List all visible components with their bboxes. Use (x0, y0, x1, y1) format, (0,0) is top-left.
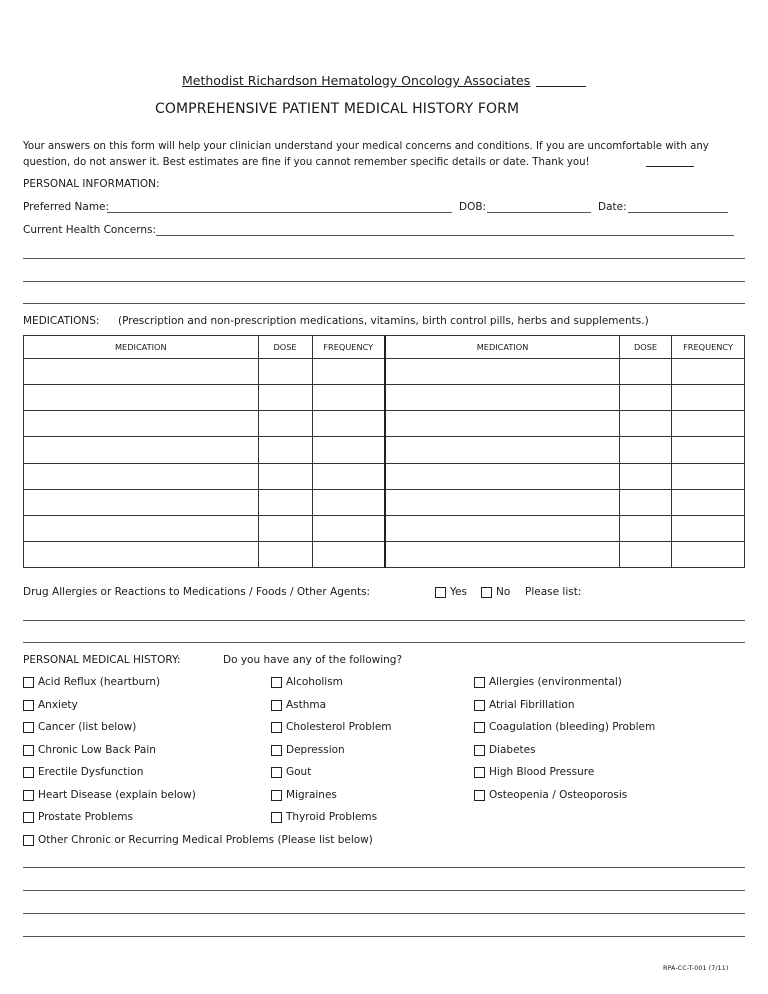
checkbox-label: Thyroid Problems (286, 811, 378, 823)
other-problems-line[interactable] (23, 936, 745, 937)
checkbox-box[interactable] (435, 587, 446, 598)
allergies-line[interactable] (23, 642, 745, 643)
concerns-field[interactable] (156, 235, 734, 236)
condition-checkbox[interactable] (271, 766, 311, 778)
concerns-label: Current Health Concerns: (23, 224, 157, 236)
checkbox-box[interactable] (271, 677, 282, 688)
column-header-dose: DOSE (620, 336, 672, 359)
organization-underline (536, 86, 586, 87)
condition-checkbox[interactable] (23, 789, 196, 801)
checkbox-label: Cholesterol Problem (286, 721, 392, 733)
condition-checkbox[interactable] (474, 789, 627, 801)
allergies-yes-checkbox[interactable] (435, 586, 467, 598)
condition-checkbox[interactable] (23, 811, 133, 823)
medication-cell[interactable] (24, 515, 259, 541)
checkbox-box[interactable] (474, 767, 485, 778)
medication-cell[interactable] (385, 411, 620, 437)
medication-cell[interactable] (24, 541, 259, 567)
checkbox-label: Cancer (list below) (38, 721, 137, 733)
frequency-cell[interactable] (672, 411, 745, 437)
checkbox-label: Diabetes (489, 744, 536, 756)
preferred-name-field[interactable] (107, 212, 452, 213)
medication-cell[interactable] (24, 411, 259, 437)
checkbox-box[interactable] (474, 677, 485, 688)
checkbox-label: Migraines (286, 789, 337, 801)
dose-cell[interactable] (258, 541, 312, 567)
table-row (24, 541, 745, 567)
checkbox-label: Heart Disease (explain below) (38, 789, 196, 801)
condition-checkbox[interactable] (23, 676, 160, 688)
dose-cell[interactable] (258, 515, 312, 541)
medical-history-heading: PERSONAL MEDICAL HISTORY: (23, 654, 181, 666)
frequency-cell[interactable] (312, 359, 385, 385)
medication-cell[interactable] (385, 385, 620, 411)
checkbox-box[interactable] (271, 745, 282, 756)
frequency-cell[interactable] (672, 359, 745, 385)
form-code: RPA-CC-T-001 (7/11) (663, 964, 729, 972)
condition-checkbox[interactable] (271, 744, 345, 756)
dose-cell[interactable] (258, 489, 312, 515)
table-row (24, 489, 745, 515)
checkbox-box[interactable] (474, 745, 485, 756)
checkbox-label: No (496, 586, 511, 598)
medications-heading: MEDICATIONS: (23, 315, 100, 327)
dose-cell[interactable] (620, 463, 672, 489)
dose-cell[interactable] (620, 385, 672, 411)
checkbox-box[interactable] (23, 700, 34, 711)
table-row (24, 463, 745, 489)
checkbox-label: High Blood Pressure (489, 766, 595, 778)
dob-field[interactable] (487, 212, 591, 213)
frequency-cell[interactable] (312, 463, 385, 489)
dose-cell[interactable] (620, 515, 672, 541)
condition-checkbox[interactable] (474, 744, 536, 756)
checkbox-box[interactable] (271, 722, 282, 733)
column-header-medication: MEDICATION (385, 336, 620, 359)
column-header-frequency: FREQUENCY (672, 336, 745, 359)
frequency-cell[interactable] (312, 411, 385, 437)
dose-cell[interactable] (258, 411, 312, 437)
checkbox-label: Osteopenia / Osteoporosis (489, 789, 628, 801)
checkbox-label: Depression (286, 744, 345, 756)
frequency-cell[interactable] (312, 515, 385, 541)
other-problems-checkbox[interactable] (23, 834, 373, 846)
dose-cell[interactable] (620, 359, 672, 385)
checkbox-label: Asthma (286, 699, 327, 711)
condition-checkbox[interactable] (271, 811, 377, 823)
checkbox-label: Other Chronic or Recurring Medical Problems (Please list below) (38, 834, 373, 846)
checkbox-box[interactable] (23, 677, 34, 688)
condition-checkbox[interactable] (271, 676, 343, 688)
date-label: Date: (598, 201, 627, 213)
frequency-cell[interactable] (672, 489, 745, 515)
intro-underline (646, 166, 694, 167)
column-header-dose: DOSE (258, 336, 312, 359)
checkbox-box[interactable] (271, 812, 282, 823)
form-title: COMPREHENSIVE PATIENT MEDICAL HISTORY FORM (155, 101, 520, 117)
medication-cell[interactable] (385, 437, 620, 463)
medication-cell[interactable] (385, 463, 620, 489)
frequency-cell[interactable] (312, 541, 385, 567)
dose-cell[interactable] (258, 385, 312, 411)
dose-cell[interactable] (620, 437, 672, 463)
medication-cell[interactable] (385, 515, 620, 541)
date-field[interactable] (628, 212, 728, 213)
condition-checkbox[interactable] (23, 721, 136, 733)
checkbox-box[interactable] (481, 587, 492, 598)
other-problems-line[interactable] (23, 867, 745, 868)
checkbox-box[interactable] (23, 790, 34, 801)
frequency-cell[interactable] (672, 541, 745, 567)
dose-cell[interactable] (620, 411, 672, 437)
checkbox-box[interactable] (271, 790, 282, 801)
checkbox-label: Prostate Problems (38, 811, 133, 823)
dose-cell[interactable] (620, 489, 672, 515)
table-row (24, 385, 745, 411)
frequency-cell[interactable] (672, 515, 745, 541)
medication-cell[interactable] (24, 385, 259, 411)
medication-cell[interactable] (24, 359, 259, 385)
medical-history-question: Do you have any of the following? (223, 654, 403, 666)
medication-cell[interactable] (24, 437, 259, 463)
condition-checkbox[interactable] (474, 676, 622, 688)
medication-cell[interactable] (385, 489, 620, 515)
checkbox-label: Gout (286, 766, 312, 778)
medication-cell[interactable] (24, 489, 259, 515)
checkbox-box[interactable] (474, 790, 485, 801)
frequency-cell[interactable] (672, 437, 745, 463)
checkbox-box[interactable] (23, 745, 34, 756)
dose-cell[interactable] (258, 437, 312, 463)
medication-cell[interactable] (385, 359, 620, 385)
dose-cell[interactable] (258, 359, 312, 385)
frequency-cell[interactable] (312, 385, 385, 411)
frequency-cell[interactable] (312, 437, 385, 463)
condition-checkbox[interactable] (23, 699, 78, 711)
table-row (24, 515, 745, 541)
other-problems-line[interactable] (23, 913, 745, 914)
dose-cell[interactable] (258, 463, 312, 489)
checkbox-box[interactable] (474, 700, 485, 711)
frequency-cell[interactable] (672, 385, 745, 411)
checkbox-label: Atrial Fibrillation (489, 699, 575, 711)
frequency-cell[interactable] (312, 489, 385, 515)
checkbox-label: Yes (450, 586, 467, 598)
concerns-line[interactable] (23, 281, 745, 282)
personal-info-heading: PERSONAL INFORMATION: (23, 178, 160, 190)
checkbox-label: Alcoholism (286, 676, 343, 688)
column-header-frequency: FREQUENCY (312, 336, 385, 359)
condition-checkbox[interactable] (474, 721, 655, 733)
checkbox-box[interactable] (23, 812, 34, 823)
concerns-line[interactable] (23, 258, 745, 259)
column-header-medication: MEDICATION (24, 336, 259, 359)
checkbox-label: Coagulation (bleeding) Problem (489, 721, 656, 733)
medications-table (23, 335, 745, 568)
condition-checkbox[interactable] (474, 699, 575, 711)
checkbox-box[interactable] (23, 722, 34, 733)
medication-cell[interactable] (24, 463, 259, 489)
checkbox-box[interactable] (23, 767, 34, 778)
checkbox-label: Chronic Low Back Pain (38, 744, 156, 756)
checkbox-label: Erectile Dysfunction (38, 766, 144, 778)
condition-checkbox[interactable] (271, 789, 337, 801)
table-row (24, 411, 745, 437)
preferred-name-label: Preferred Name: (23, 201, 110, 213)
allergies-no-checkbox[interactable] (481, 586, 510, 598)
checkbox-label: Acid Reflux (heartburn) (38, 676, 161, 688)
dob-label: DOB: (459, 201, 487, 213)
concerns-line[interactable] (23, 303, 745, 304)
other-problems-line[interactable] (23, 890, 745, 891)
checkbox-box[interactable] (474, 722, 485, 733)
medications-note: (Prescription and non-prescription medications, vitamins, birth control pills, herbs and supplements.) (118, 315, 649, 327)
condition-checkbox[interactable] (474, 766, 594, 778)
medication-cell[interactable] (385, 541, 620, 567)
table-row (24, 359, 745, 385)
checkbox-box[interactable] (23, 835, 34, 846)
checkbox-box[interactable] (271, 767, 282, 778)
checkbox-box[interactable] (271, 700, 282, 711)
checkbox-label: Anxiety (38, 699, 78, 711)
condition-checkbox[interactable] (23, 744, 156, 756)
table-row (24, 437, 745, 463)
condition-checkbox[interactable] (271, 699, 326, 711)
allergies-question: Drug Allergies or Reactions to Medications / Foods / Other Agents: (23, 586, 371, 598)
condition-checkbox[interactable] (271, 721, 392, 733)
allergies-line[interactable] (23, 620, 745, 621)
checkbox-label: Allergies (environmental) (489, 676, 622, 688)
organization-name: Methodist Richardson Hematology Oncology Associates (182, 73, 531, 88)
intro-text: Your answers on this form will help your clinician understand your medical concerns and conditions. If you are uncomfortable with any question, do not answer it. Best estimates are fine if you cannot remember specific details or date. Thank you! (23, 141, 709, 168)
dose-cell[interactable] (620, 541, 672, 567)
frequency-cell[interactable] (672, 463, 745, 489)
allergies-please-list-label: Please list: (525, 586, 582, 598)
condition-checkbox[interactable] (23, 766, 143, 778)
